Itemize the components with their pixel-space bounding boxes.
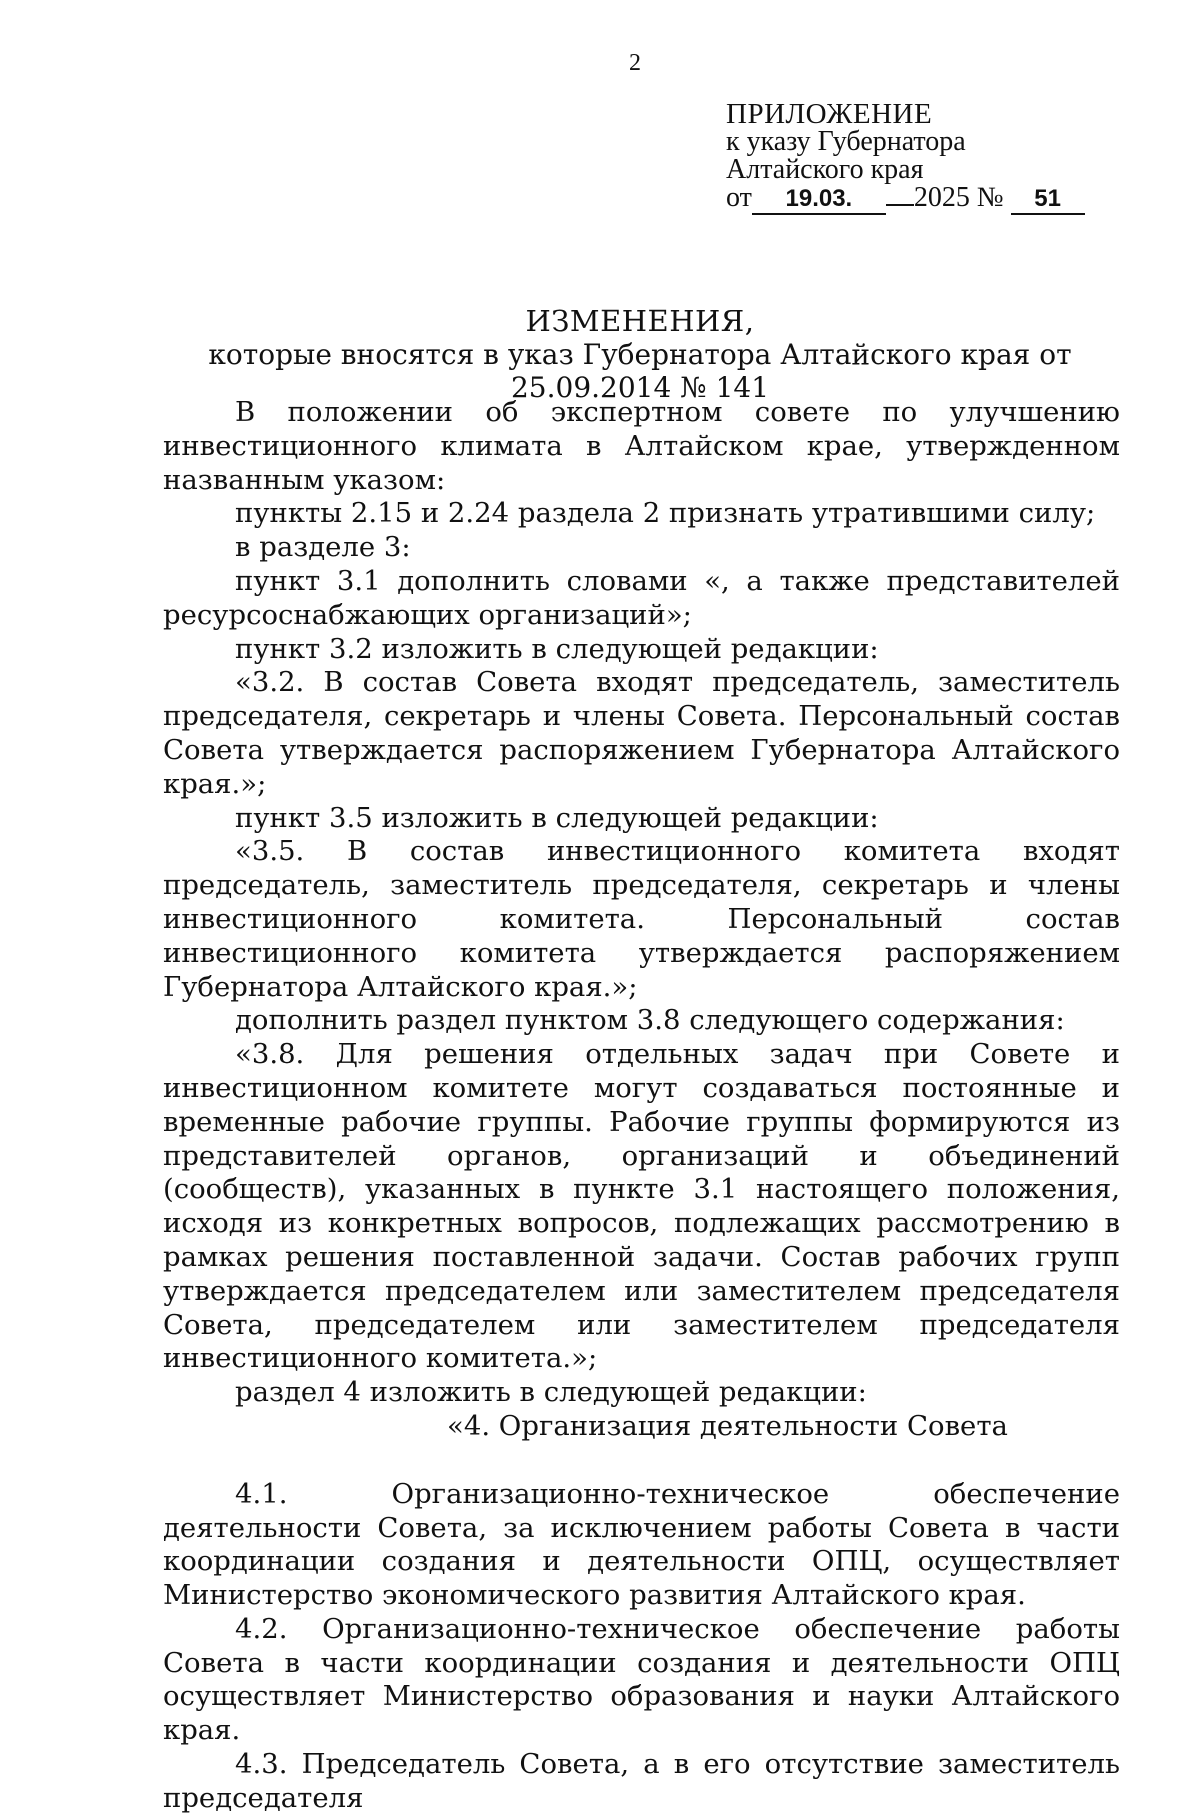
appendix-line-1: к указу Губернатора xyxy=(726,126,966,157)
paragraph: «3.5. В состав инвестиционного комитета входят председатель, заместитель председателя, секретарь и члены инвестиционного комитета. Персональный состав инвестиционного комитета утверждается распоряжением Губернатора Алтайского края.»; xyxy=(163,835,1120,1003)
paragraph: «3.2. В состав Совета входят председатель, заместитель председателя, секретарь и члены Совета. Персональный состав Совета утверждается распоряжением Губернатора Алтайского края.»; xyxy=(163,666,1120,800)
section-paragraph: 4.1. Организационно-техническое обеспечение деятельности Совета, за исключением работы Совета в части координации создания и деятельности ОПЦ, осуществляет Министерство экономического развития Алтайского края. xyxy=(163,1477,1120,1612)
decree-year: 2025 xyxy=(913,182,970,213)
section-heading: «4. Организация деятельности Совета xyxy=(447,1409,1008,1442)
document-title: ИЗМЕНЕНИЯ, xyxy=(525,304,755,338)
paragraph: пункт 3.5 изложить в следующей редакции: xyxy=(235,801,879,834)
paragraph: пункт 3.2 изложить в следующей редакции: xyxy=(235,632,879,665)
paragraph: раздел 4 изложить в следующей редакции: xyxy=(235,1376,867,1409)
paragraph: пункты 2.15 и 2.24 раздела 2 признать утратившими силу; xyxy=(235,497,1096,530)
number-label: № xyxy=(976,182,1004,213)
section-paragraph: 4.3. Председатель Совета, а в его отсутствие заместитель председателя xyxy=(163,1748,1120,1814)
from-label: от xyxy=(726,182,752,213)
appendix-date-line xyxy=(726,184,1085,215)
decree-number: 51 xyxy=(1011,185,1085,215)
appendix-line-2: Алтайского края xyxy=(726,154,924,185)
paragraph: пункт 3.1 дополнить словами «, а также представителей ресурсоснабжающих организаций»; xyxy=(163,564,1120,631)
date-underline xyxy=(886,204,914,206)
appendix-heading: ПРИЛОЖЕНИЕ xyxy=(726,98,933,130)
paragraph: дополнить раздел пунктом 3.8 следующего содержания: xyxy=(235,1004,1065,1037)
document-body xyxy=(163,396,1120,1816)
paragraph: «3.8. Для решения отдельных задач при Совете и инвестиционном комитете могут создаваться постоянные и временные рабочие группы. Рабочие группы формируются из представителей органов, организаций и объединений (сообществ), указанных в пункте 3.1 настоящего положения, исходя из конкретных вопросов, подлежащих рассмотрению в рамках решения поставленной задачи. Состав рабочих групп утверждается председателем или заместителем председателя Совета, председателем или заместителем председателя инвестиционного комитета.»; xyxy=(163,1038,1120,1375)
section-paragraph: 4.2. Организационно-техническое обеспечение работы Совета в части координации создания и деятельности ОПЦ осуществляет Министерство образования и науки Алтайского края. xyxy=(163,1612,1120,1747)
decree-date: 19.03. xyxy=(752,185,886,215)
appendix-block xyxy=(726,100,1085,215)
page-number: 2 xyxy=(629,50,641,76)
paragraph: в разделе 3: xyxy=(235,531,411,564)
paragraph: В положении об экспертном совете по улучшению инвестиционного климата в Алтайском крае, утвержденном названным указом: xyxy=(163,396,1120,496)
title-block xyxy=(160,305,1120,404)
document-subtitle: которые вносятся в указ Губернатора Алтайского края от 25.09.2014 № 141 xyxy=(208,338,1072,404)
